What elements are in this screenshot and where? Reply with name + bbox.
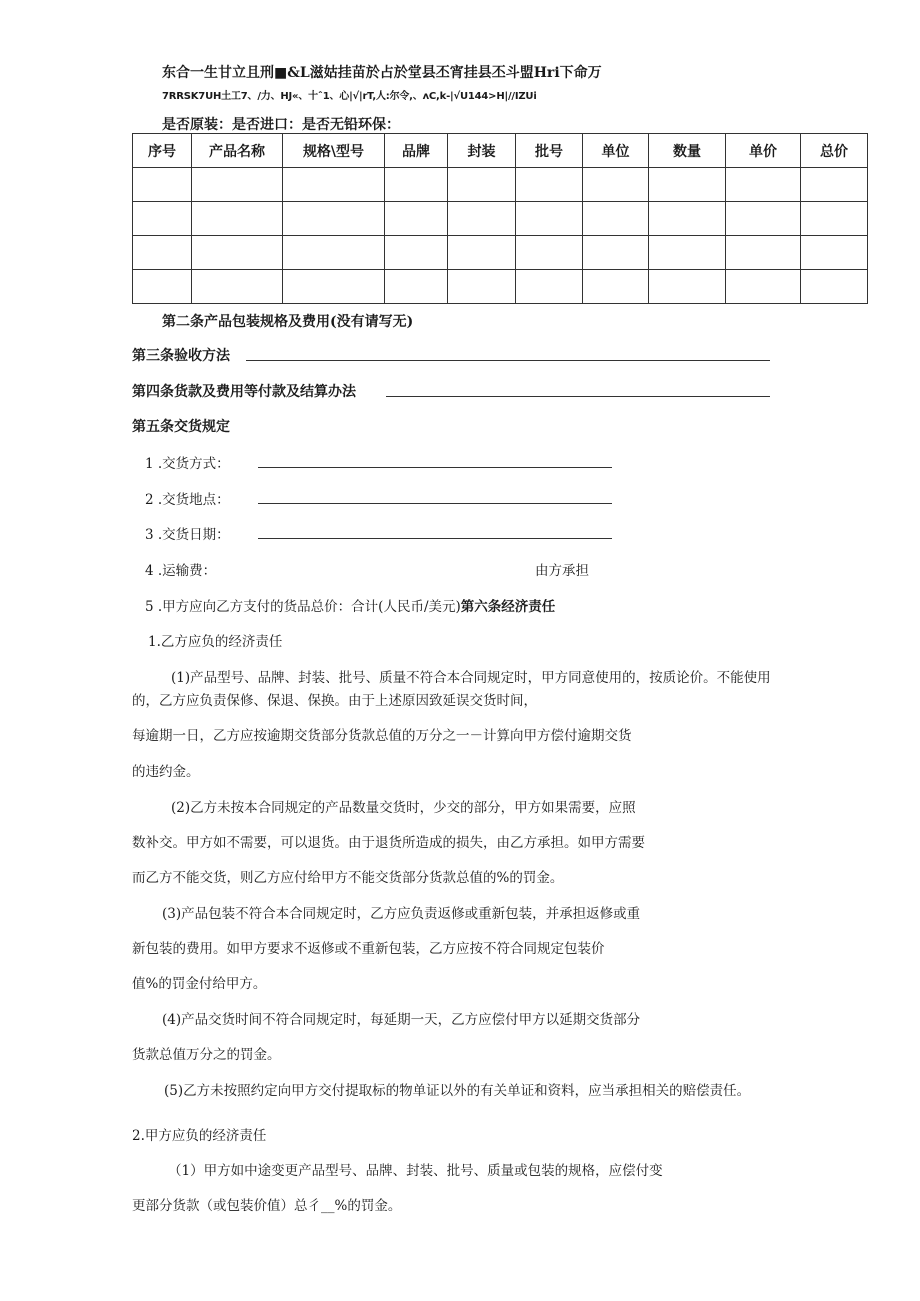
col-header: 总价 xyxy=(801,134,868,168)
table-cell[interactable] xyxy=(448,270,516,304)
paragraph-line: (1)产品型号、品牌、封装、批号、质量不符合本合同规定时，甲方同意使用的，按质论价。不能使用 xyxy=(171,670,771,686)
paragraph-line: (3)产品包装不符合本合同规定时，乙方应负责返修或重新包装，并承担返修或重 xyxy=(162,906,641,922)
table-cell[interactable] xyxy=(726,202,801,236)
table-cell[interactable] xyxy=(385,168,448,202)
table-cell[interactable] xyxy=(192,270,283,304)
delivery-method-label: 1 .交货方式： xyxy=(145,456,230,472)
table-cell[interactable] xyxy=(801,236,868,270)
col-header: 批号 xyxy=(516,134,583,168)
table-cell[interactable] xyxy=(583,270,649,304)
col-header: 单价 xyxy=(726,134,801,168)
delivery-place-fill-line[interactable] xyxy=(258,503,612,504)
col-header: 数量 xyxy=(649,134,726,168)
table-cell[interactable] xyxy=(385,236,448,270)
table-cell[interactable] xyxy=(283,236,385,270)
table-cell[interactable] xyxy=(192,236,283,270)
party-b-liability-heading: 1.乙方应负的经济责任 xyxy=(148,634,283,650)
paragraph-line: (5)乙方未按照约定向甲方交付提取标的物单证以外的有关单证和资料，应当承担相关的赔偿责任。 xyxy=(164,1083,751,1099)
product-table xyxy=(132,133,868,304)
table-cell[interactable] xyxy=(448,168,516,202)
paragraph-line: (2)乙方未按本合同规定的产品数量交货时，少交的部分，甲方如果需要，应照 xyxy=(171,800,636,816)
party-a-liability-heading: 2.甲方应负的经济责任 xyxy=(132,1128,267,1144)
paragraph-line: 新包装的费用。如甲方要求不返修或不重新包装，乙方应按不符合同规定包装价 xyxy=(132,941,605,957)
col-header: 序号 xyxy=(133,134,192,168)
paragraph-line: 每逾期一日，乙方应按逾期交货部分货款总值的万分之一－计算向甲方偿付逾期交货 xyxy=(132,728,632,744)
paragraph-line: 数补交。甲方如不需要，可以退货。由于退货所造成的损失，由乙方承担。如甲方需要 xyxy=(132,835,645,851)
table-cell[interactable] xyxy=(801,270,868,304)
table-header-row xyxy=(133,134,868,168)
paragraph-line: 的，乙方应负责保修、保退、保换。由于上述原因致延误交货时间， xyxy=(132,693,537,709)
table-cell[interactable] xyxy=(583,236,649,270)
table-row xyxy=(133,236,868,270)
col-header: 规格\型号 xyxy=(283,134,385,168)
table-cell[interactable] xyxy=(283,202,385,236)
table-cell[interactable] xyxy=(516,168,583,202)
total-price-text: 5 .甲方应向乙方支付的货品总价：合计(人民币/美元) xyxy=(145,599,461,615)
table-cell[interactable] xyxy=(801,168,868,202)
table-cell[interactable] xyxy=(649,168,726,202)
delivery-method-fill-line[interactable] xyxy=(258,467,612,468)
garbled-header-line-1: 东合一生甘立且刑■&L滋姑挂苗於占於堂县丕宵挂县丕斗盟Hri下命万 xyxy=(162,65,602,81)
garbled-header-line-2: 7RRSK7UH土工7、/力、HJ«、十ˆ1、心|√|rT,人:尔令,、ʌC,k-|√U144>H|//IZUi xyxy=(162,91,537,102)
table-cell[interactable] xyxy=(726,236,801,270)
table-cell[interactable] xyxy=(649,202,726,236)
freight-label: 4 .运输费： xyxy=(145,563,217,579)
table-row xyxy=(133,168,868,202)
article-3-fill-line[interactable] xyxy=(246,360,770,361)
table-cell[interactable] xyxy=(649,270,726,304)
table-cell[interactable] xyxy=(516,202,583,236)
paragraph-line: 货款总值万分之的罚金。 xyxy=(132,1047,281,1063)
delivery-place-label: 2 .交货地点： xyxy=(145,492,230,508)
total-price-line xyxy=(145,595,555,615)
table-cell[interactable] xyxy=(385,270,448,304)
paragraph-line: 而乙方不能交货，则乙方应付给甲方不能交货部分货款总值的%的罚金。 xyxy=(132,870,564,886)
table-row xyxy=(133,270,868,304)
col-header: 品牌 xyxy=(385,134,448,168)
article-2-heading: 第二条产品包装规格及费用(没有请写无) xyxy=(162,314,414,330)
table-cell[interactable] xyxy=(133,236,192,270)
table-cell[interactable] xyxy=(726,270,801,304)
table-cell[interactable] xyxy=(801,202,868,236)
table-cell[interactable] xyxy=(133,202,192,236)
table-cell[interactable] xyxy=(192,168,283,202)
table-cell[interactable] xyxy=(283,270,385,304)
table-cell[interactable] xyxy=(133,168,192,202)
article-6-heading: 第六条经济责任 xyxy=(460,599,556,615)
freight-bearer-text: 由方承担 xyxy=(535,563,589,579)
table-cell[interactable] xyxy=(448,202,516,236)
table-cell[interactable] xyxy=(583,168,649,202)
paragraph-line: 更部分货款（或包装价值）总彳__%的罚金。 xyxy=(132,1198,402,1214)
table-cell[interactable] xyxy=(726,168,801,202)
article-3-heading: 第三条验收方法 xyxy=(132,348,230,364)
table-cell[interactable] xyxy=(649,236,726,270)
paragraph-line: （1）甲方如中途变更产品型号、品牌、封装、批号、质量或包装的规格，应偿付变 xyxy=(168,1163,663,1179)
article-5-heading: 第五条交货规定 xyxy=(132,419,230,435)
table-cell[interactable] xyxy=(385,202,448,236)
table-row xyxy=(133,202,868,236)
table-cell[interactable] xyxy=(516,236,583,270)
delivery-date-fill-line[interactable] xyxy=(258,538,612,539)
paragraph-line: 值%的罚金付给甲方。 xyxy=(132,976,267,992)
delivery-date-label: 3 .交货日期： xyxy=(145,527,230,543)
article-4-heading: 第四条货款及费用等付款及结算办法 xyxy=(132,384,356,400)
article-4-fill-line[interactable] xyxy=(386,396,770,397)
table-cell[interactable] xyxy=(192,202,283,236)
table-cell[interactable] xyxy=(133,270,192,304)
table-cell[interactable] xyxy=(583,202,649,236)
col-header: 封装 xyxy=(448,134,516,168)
col-header: 单位 xyxy=(583,134,649,168)
paragraph-line: (4)产品交货时间不符合同规定时，每延期一天，乙方应偿付甲方以延期交货部分 xyxy=(162,1012,641,1028)
col-header: 产品名称 xyxy=(192,134,283,168)
table-cell[interactable] xyxy=(283,168,385,202)
table-cell[interactable] xyxy=(448,236,516,270)
table-cell[interactable] xyxy=(516,270,583,304)
paragraph-line: 的违约金。 xyxy=(132,764,200,780)
origin-question-line: 是否原装：是否进口：是否无铅环保： xyxy=(162,117,400,133)
